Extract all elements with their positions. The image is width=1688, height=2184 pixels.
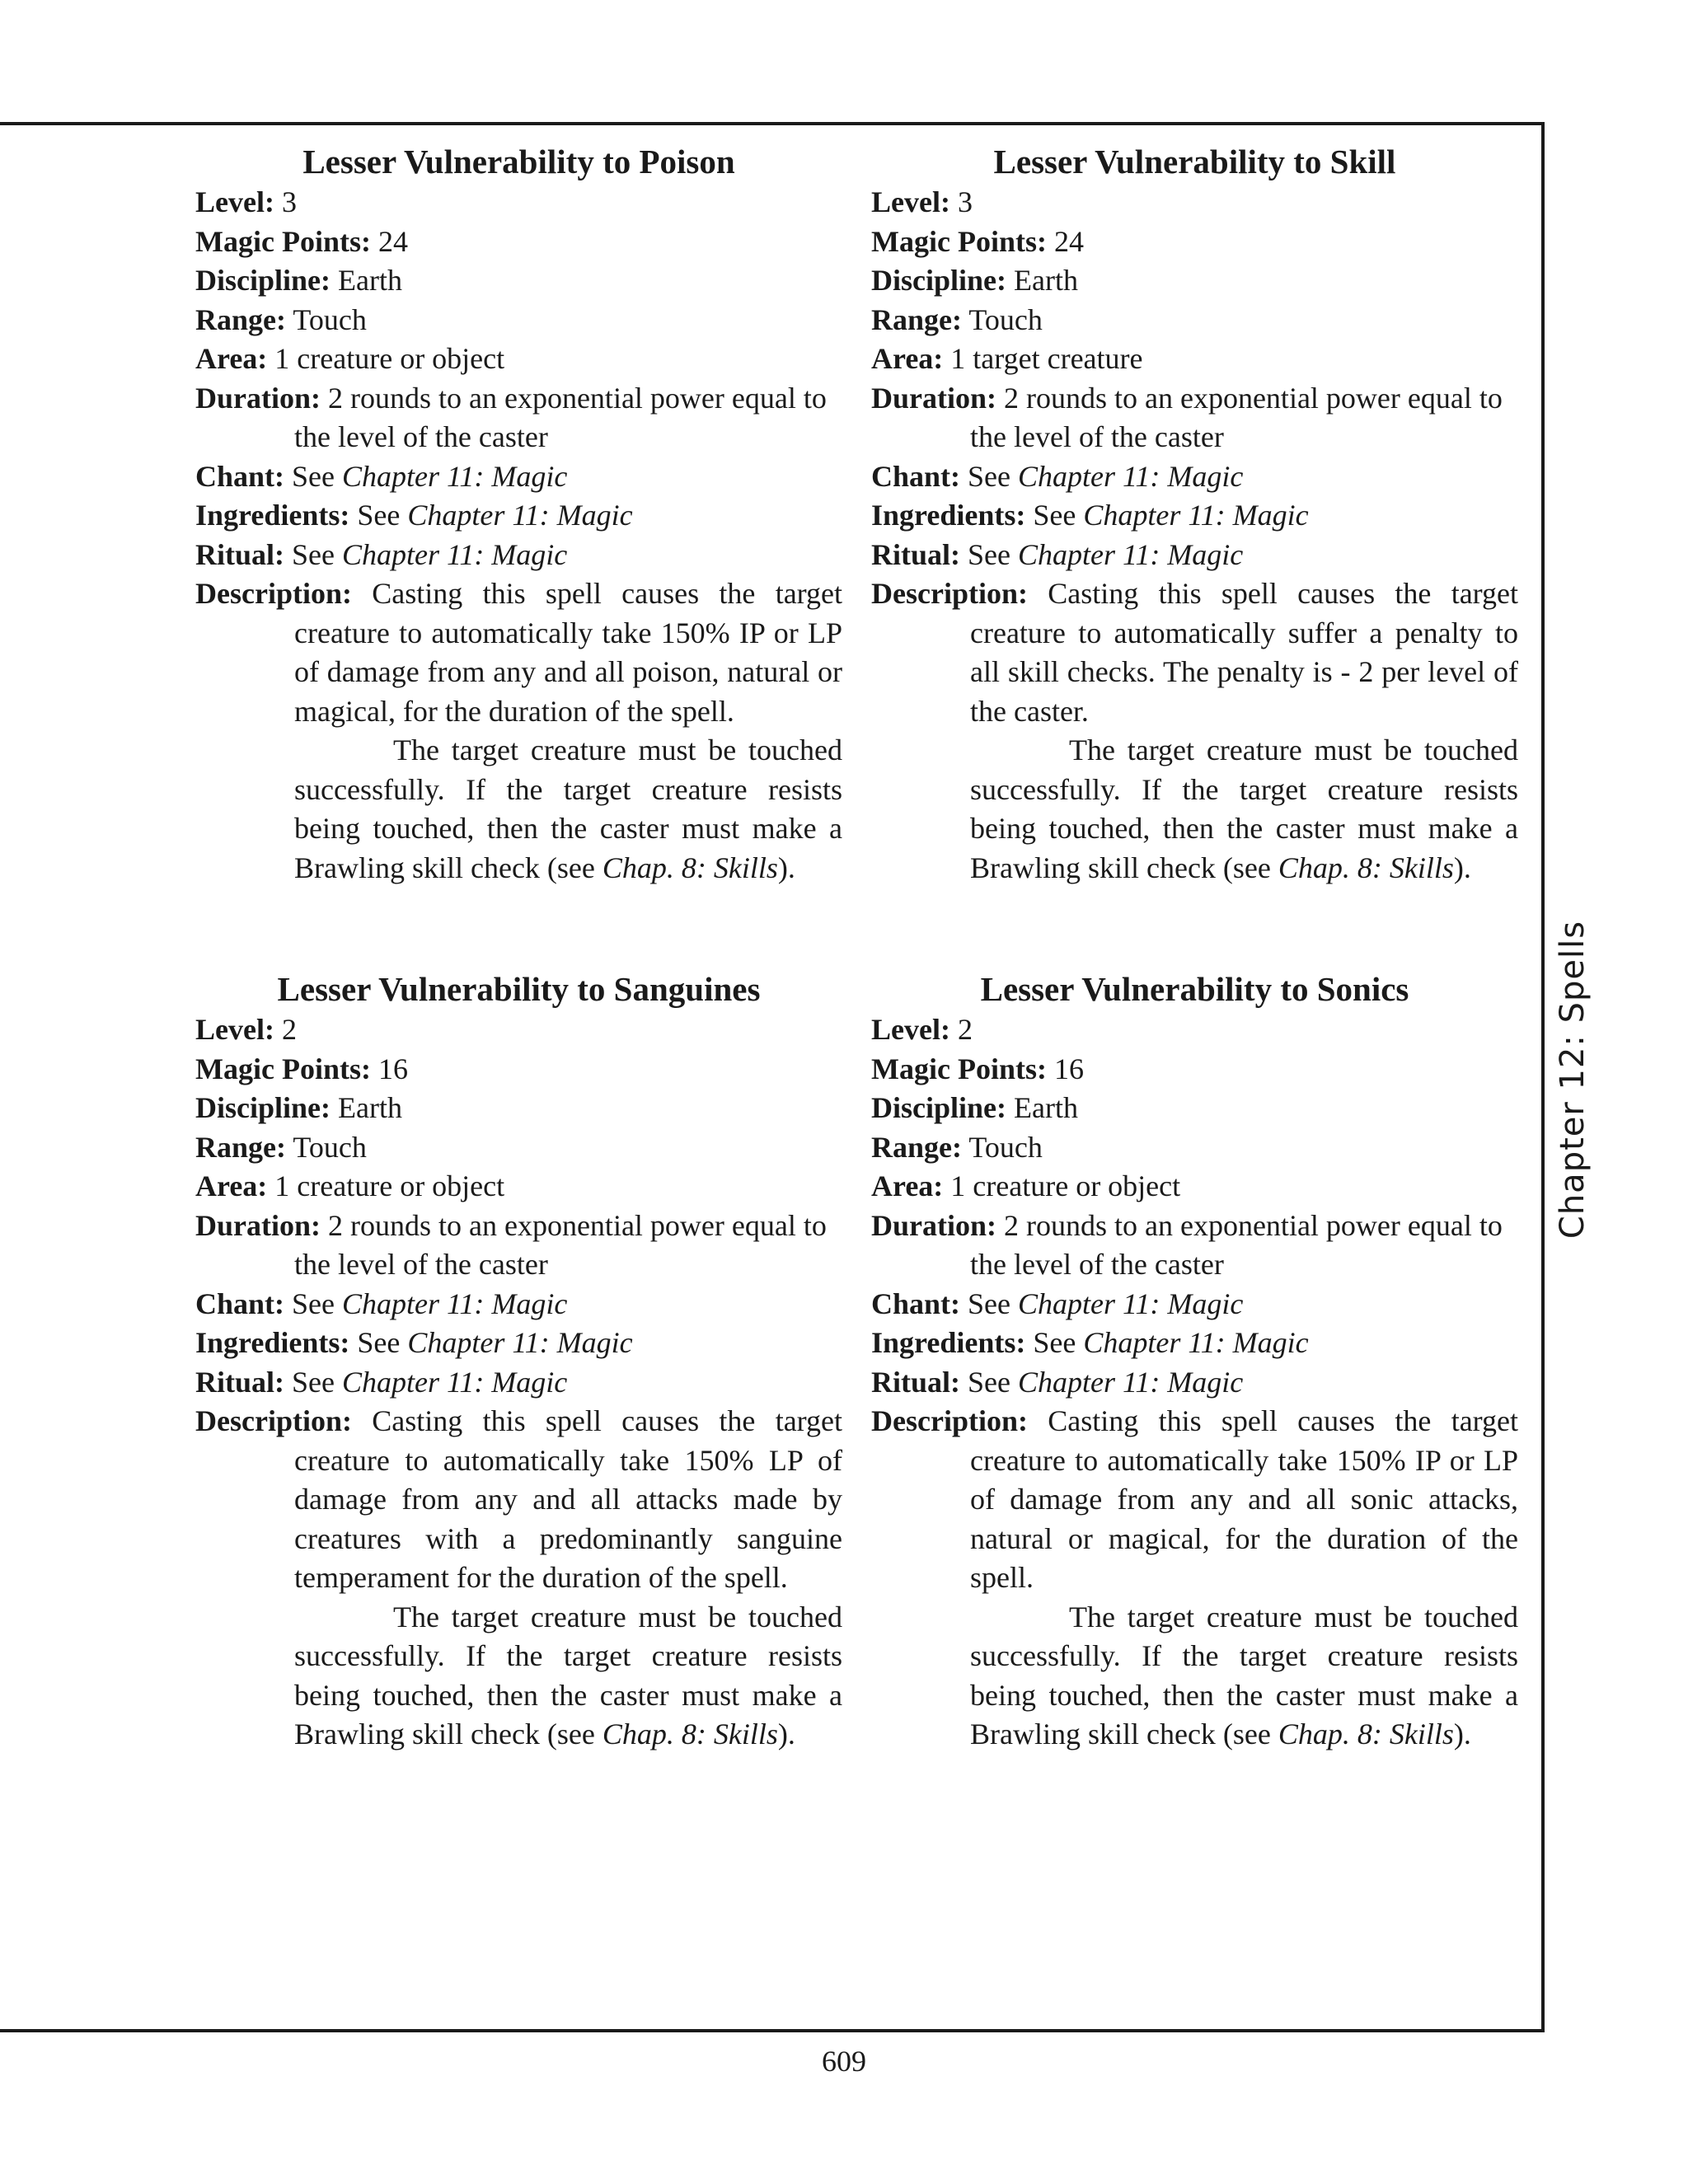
chant-label: Chant:	[195, 1286, 285, 1320]
level-field	[871, 1010, 1518, 1050]
ritual-field	[871, 536, 1518, 575]
discipline-field	[871, 261, 1518, 301]
description-2-end: ).	[777, 851, 795, 884]
duration-label: Duration:	[871, 1208, 996, 1242]
range-label: Range:	[195, 1130, 286, 1164]
ritual-reference: Chapter 11: Magic	[341, 1365, 568, 1399]
description-text: Casting this spell causes the target creature to automatically take 150% IP or LP of damage from any and all sonic attacks, natural or magical, for the duration of the spell.	[970, 1404, 1518, 1594]
discipline-value: Earth	[338, 264, 402, 297]
area-field	[871, 1167, 1518, 1207]
magic-points-value: 24	[1053, 224, 1084, 258]
magic-points-label: Magic Points:	[871, 224, 1047, 258]
description-2-text: The target creature must be touched successfully. If the target creature resists being touched, then the caster must make a Brawling skill check (see	[294, 1600, 842, 1750]
magic-points-label: Magic Points:	[195, 224, 371, 258]
description-2-reference: Chap. 8: Skills	[1278, 851, 1454, 884]
ingredients-field	[195, 496, 842, 536]
magic-points-label: Magic Points:	[871, 1052, 1047, 1085]
description-paragraph-2	[871, 1598, 1518, 1755]
ingredients-reference: Chapter 11: Magic	[1083, 1326, 1309, 1359]
magic-points-label: Magic Points:	[195, 1052, 371, 1085]
area-label: Area:	[195, 1169, 268, 1202]
spell-block	[195, 969, 842, 1755]
chant-reference: Chapter 11: Magic	[1018, 1286, 1244, 1320]
chant-field	[195, 1285, 842, 1324]
spell-block	[871, 969, 1518, 1755]
description-2-end: ).	[1453, 851, 1471, 884]
spell-title: Lesser Vulnerability to Sanguines	[277, 970, 761, 1008]
ritual-label: Ritual:	[871, 537, 960, 571]
magic-points-value: 16	[1053, 1052, 1084, 1085]
discipline-field	[195, 261, 842, 301]
ingredients-label: Ingredients:	[871, 1326, 1026, 1359]
chant-label: Chant:	[871, 1286, 961, 1320]
description-label: Description:	[871, 1404, 1028, 1437]
duration-label: Duration:	[871, 381, 996, 415]
range-label: Range:	[871, 302, 962, 336]
duration-field	[871, 379, 1518, 457]
chant-label: Chant:	[871, 459, 961, 493]
ritual-label: Ritual:	[871, 1365, 960, 1399]
chant-field	[871, 457, 1518, 497]
level-value: 3	[281, 185, 297, 218]
range-label: Range:	[871, 1130, 962, 1164]
discipline-value: Earth	[1014, 1091, 1078, 1124]
description-label: Description:	[871, 577, 1028, 610]
description-2-reference: Chap. 8: Skills	[602, 1718, 778, 1750]
ingredients-label: Ingredients:	[195, 499, 350, 532]
chant-reference: Chapter 11: Magic	[342, 1286, 568, 1320]
description-2-text: The target creature must be touched successfully. If the target creature resists being touched, then the caster must make a Brawling skill check (see	[970, 1600, 1518, 1750]
level-field	[195, 183, 842, 223]
duration-field	[195, 1207, 842, 1285]
range-value: Touch	[968, 1130, 1043, 1164]
ingredients-field	[871, 1324, 1518, 1363]
chapter-tab-label: Chapter 12: Spells	[1554, 920, 1592, 1240]
description-text: Casting this spell causes the target creature to automatically suffer a penalty to all skill checks. The penalty is - 2 per level of the caster.	[970, 577, 1518, 728]
description-paragraph-2	[195, 1598, 842, 1755]
description-2-reference: Chap. 8: Skills	[602, 851, 778, 884]
level-label: Level:	[871, 1013, 950, 1046]
ingredients-field	[871, 496, 1518, 536]
discipline-value: Earth	[338, 1091, 402, 1124]
level-value: 2	[957, 1013, 973, 1046]
ingredients-label: Ingredients:	[871, 499, 1026, 532]
ritual-field	[871, 1363, 1518, 1403]
description-text: Casting this spell causes the target creature to automatically take 150% IP or LP of damage from any and all poison, natural or magical, for the duration of the spell.	[294, 577, 842, 728]
range-value: Touch	[293, 1130, 367, 1164]
chant-prefix: See	[968, 1286, 1019, 1320]
chant-prefix: See	[292, 459, 343, 493]
magic-points-field	[195, 223, 842, 262]
spell-block	[195, 142, 842, 888]
area-label: Area:	[871, 342, 944, 375]
discipline-value: Earth	[1014, 264, 1078, 297]
area-value: 1 target creature	[950, 342, 1143, 375]
discipline-label: Discipline:	[871, 264, 1007, 297]
level-value: 3	[957, 185, 973, 218]
description-2-reference: Chap. 8: Skills	[1278, 1718, 1454, 1750]
range-label: Range:	[195, 302, 286, 336]
ingredients-reference: Chapter 11: Magic	[1083, 499, 1309, 532]
range-field	[871, 301, 1518, 340]
ingredients-prefix: See	[1033, 499, 1084, 532]
area-field	[195, 1167, 842, 1207]
duration-value: 2 rounds to an exponential power equal to the level of the caster	[294, 381, 827, 453]
ritual-reference: Chapter 11: Magic	[1017, 1365, 1244, 1399]
level-value: 2	[281, 1013, 297, 1046]
area-value: 1 creature or object	[950, 1169, 1181, 1202]
description-2-text: The target creature must be touched successfully. If the target creature resists being touched, then the caster must make a Brawling skill check (see	[294, 733, 842, 884]
description-field	[195, 574, 842, 731]
level-field	[871, 183, 1518, 223]
ritual-prefix: See	[292, 1365, 342, 1399]
ritual-prefix: See	[968, 1365, 1018, 1399]
description-field	[195, 1402, 842, 1598]
magic-points-value: 24	[377, 224, 408, 258]
description-2-end: ).	[777, 1718, 795, 1750]
description-2-text: The target creature must be touched successfully. If the target creature resists being touched, then the caster must make a Brawling skill check (see	[970, 733, 1518, 884]
discipline-field	[871, 1089, 1518, 1128]
description-field	[871, 1402, 1518, 1598]
page-number: 609	[822, 2045, 866, 2078]
chant-label: Chant:	[195, 459, 285, 493]
chant-prefix: See	[968, 459, 1019, 493]
duration-field	[195, 379, 842, 457]
ritual-prefix: See	[968, 537, 1018, 571]
area-value: 1 creature or object	[274, 1169, 505, 1202]
range-field	[195, 1128, 842, 1168]
magic-points-field	[871, 1050, 1518, 1090]
ingredients-reference: Chapter 11: Magic	[407, 1326, 633, 1359]
range-field	[871, 1128, 1518, 1168]
level-label: Level:	[195, 185, 274, 218]
discipline-label: Discipline:	[195, 264, 331, 297]
ingredients-prefix: See	[357, 499, 408, 532]
description-label: Description:	[195, 1404, 352, 1437]
chant-field	[871, 1285, 1518, 1324]
ingredients-prefix: See	[1033, 1326, 1084, 1359]
ritual-label: Ritual:	[195, 1365, 284, 1399]
chant-reference: Chapter 11: Magic	[1018, 459, 1244, 493]
magic-points-value: 16	[377, 1052, 408, 1085]
range-field	[195, 301, 842, 340]
chant-reference: Chapter 11: Magic	[342, 459, 568, 493]
area-label: Area:	[195, 342, 268, 375]
ingredients-label: Ingredients:	[195, 1326, 350, 1359]
spell-title: Lesser Vulnerability to Skill	[993, 143, 1396, 180]
ritual-field	[195, 536, 842, 575]
description-2-end: ).	[1453, 1718, 1471, 1750]
spell-title: Lesser Vulnerability to Poison	[302, 143, 735, 180]
area-field	[871, 340, 1518, 379]
spell-title: Lesser Vulnerability to Sonics	[980, 970, 1409, 1008]
chant-prefix: See	[292, 1286, 343, 1320]
description-label: Description:	[195, 577, 352, 610]
spell-block	[871, 142, 1518, 888]
chant-field	[195, 457, 842, 497]
duration-value: 2 rounds to an exponential power equal to the level of the caster	[970, 381, 1503, 453]
duration-label: Duration:	[195, 381, 321, 415]
area-label: Area:	[871, 1169, 944, 1202]
ritual-prefix: See	[292, 537, 342, 571]
discipline-label: Discipline:	[871, 1091, 1007, 1124]
magic-points-field	[195, 1050, 842, 1090]
ingredients-field	[195, 1324, 842, 1363]
magic-points-field	[871, 223, 1518, 262]
ingredients-prefix: See	[357, 1326, 408, 1359]
discipline-label: Discipline:	[195, 1091, 331, 1124]
range-value: Touch	[968, 302, 1043, 336]
description-paragraph-2	[195, 731, 842, 888]
duration-value: 2 rounds to an exponential power equal to the level of the caster	[970, 1208, 1503, 1281]
range-value: Touch	[293, 302, 367, 336]
level-label: Level:	[195, 1013, 274, 1046]
ritual-reference: Chapter 11: Magic	[1017, 537, 1244, 571]
level-label: Level:	[871, 185, 950, 218]
description-field	[871, 574, 1518, 731]
duration-value: 2 rounds to an exponential power equal to the level of the caster	[294, 1208, 827, 1281]
chapter-tab	[1548, 920, 1597, 1240]
ritual-reference: Chapter 11: Magic	[341, 537, 568, 571]
description-text: Casting this spell causes the target creature to automatically take 150% LP of damage from any and all attacks made by creatures with a predominantly sanguine temperament for the duration of the spell.	[294, 1404, 842, 1594]
ritual-field	[195, 1363, 842, 1403]
duration-field	[871, 1207, 1518, 1285]
description-paragraph-2	[871, 731, 1518, 888]
duration-label: Duration:	[195, 1208, 321, 1242]
discipline-field	[195, 1089, 842, 1128]
ritual-label: Ritual:	[195, 537, 284, 571]
area-field	[195, 340, 842, 379]
level-field	[195, 1010, 842, 1050]
area-value: 1 creature or object	[274, 342, 505, 375]
ingredients-reference: Chapter 11: Magic	[407, 499, 633, 532]
